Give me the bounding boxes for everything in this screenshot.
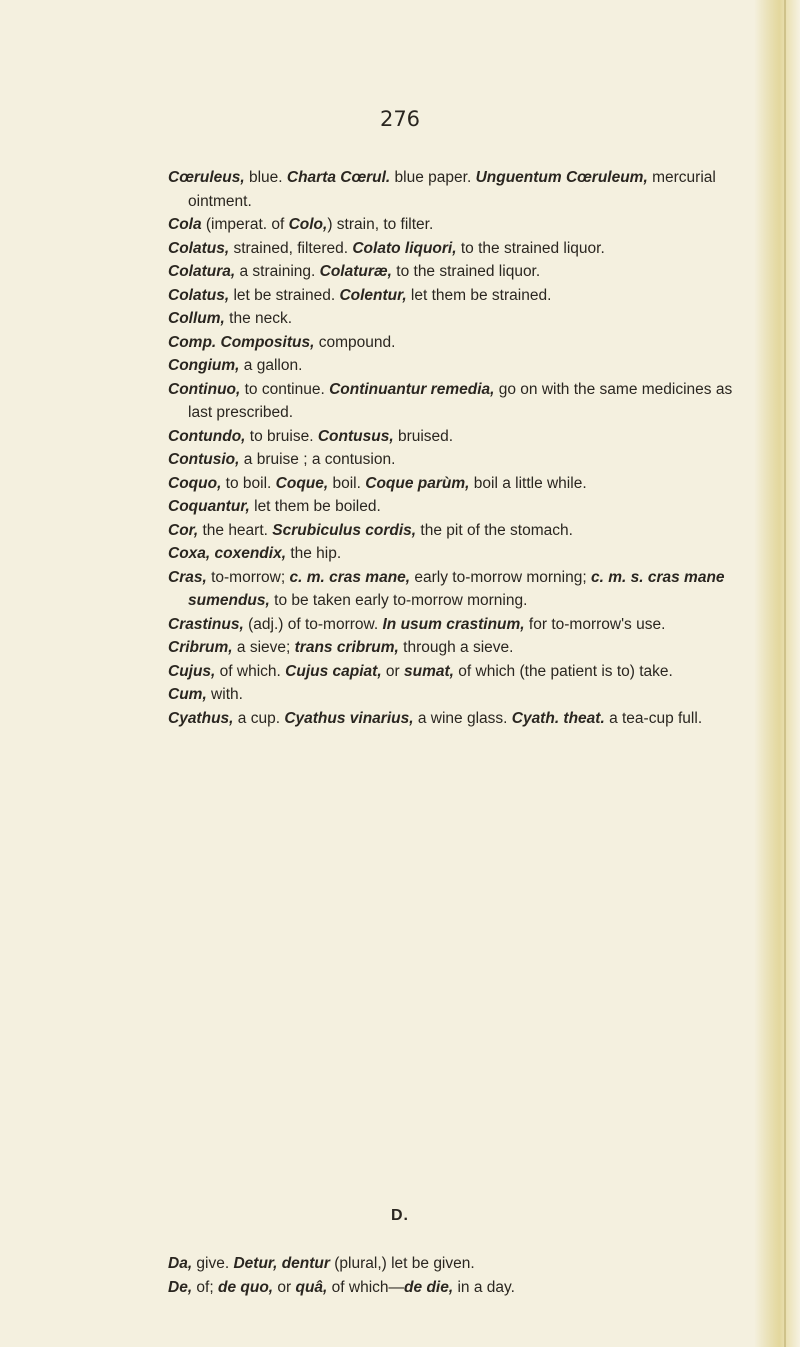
entry-definition: a bruise ; a contusion. <box>239 451 396 468</box>
entry-definition: of which. <box>215 662 286 680</box>
entry-definition: to boil. <box>221 474 276 492</box>
entry-definition: a wine glass. <box>413 709 512 727</box>
entry-term: Congium, <box>168 357 240 374</box>
entry-term: Detur, dentur <box>233 1255 330 1272</box>
entry-definition: the heart. <box>198 521 273 539</box>
entry-term: Charta Cœrul. <box>286 169 391 186</box>
entry-term: Comp. Compositus, <box>168 333 315 351</box>
entry-definition: for to-morrow's use. <box>524 615 666 633</box>
entry-term: de quo, <box>217 1278 274 1296</box>
entry-term: Collum, <box>168 310 225 327</box>
entry-definition: blue paper. <box>390 169 476 186</box>
glossary-entries-c <box>168 166 738 730</box>
glossary-entry <box>168 425 738 449</box>
entry-definition: in a day. <box>453 1278 515 1296</box>
entry-term: Colato liquori, <box>352 239 457 257</box>
glossary-entry <box>168 636 738 660</box>
entry-term: Colaturæ, <box>319 263 392 280</box>
entry-definition: boil. <box>328 474 366 492</box>
entry-definition: of which (the patient is to) take. <box>454 662 673 680</box>
entry-definition: a gallon. <box>239 357 303 374</box>
entry-definition: blue. <box>244 169 287 186</box>
entry-term: Cujus capiat, <box>285 662 382 680</box>
glossary-entry <box>168 472 738 496</box>
entry-term: Colatus, <box>168 239 230 257</box>
entry-term: Coque, <box>275 474 329 492</box>
entry-term: Colatura, <box>168 263 236 280</box>
entry-definition: a straining. <box>235 263 320 280</box>
entry-term: Cujus, <box>168 662 216 680</box>
entry-term: Contusio, <box>168 451 240 468</box>
entry-definition: of; <box>192 1278 218 1296</box>
entry-definition: with. <box>206 686 243 703</box>
entry-term: Coque parùm, <box>365 474 470 492</box>
entry-definition: a tea-cup full. <box>604 709 703 727</box>
entry-definition: to-morrow; <box>206 568 290 586</box>
entry-term: Cœruleus, <box>168 169 245 186</box>
glossary-entry <box>168 237 738 261</box>
page-edge-line <box>784 0 786 1347</box>
entry-definition: the neck. <box>224 310 293 327</box>
entry-definition: let them be strained. <box>406 286 552 304</box>
entry-term: Cyathus vinarius, <box>284 709 414 727</box>
entry-term: Contusus, <box>317 427 394 445</box>
entry-definition: a sieve; <box>232 639 295 656</box>
entry-definition: to bruise. <box>245 427 318 445</box>
glossary-entry <box>168 707 738 731</box>
page-number: 276 <box>379 107 421 131</box>
entry-term: In usum crastinum, <box>382 615 525 633</box>
entry-definition: mercurial ointment. <box>188 169 716 210</box>
entry-term: Cribrum, <box>168 639 233 656</box>
entry-term: Cyath. theat. <box>511 709 605 727</box>
glossary-entry <box>168 166 738 213</box>
glossary-entry <box>168 331 738 355</box>
entry-term: Colatus, <box>168 286 230 304</box>
entry-definition: (adj.) of to-morrow. <box>243 615 383 633</box>
glossary-entry <box>168 213 738 237</box>
entry-definition: of which— <box>327 1278 405 1296</box>
entry-term: sumat, <box>404 662 454 680</box>
entry-term: De, <box>168 1278 193 1296</box>
glossary-entry <box>168 260 738 284</box>
entry-term: Colentur, <box>339 286 407 304</box>
glossary-entry <box>168 284 738 308</box>
entry-term: Crastinus, <box>168 615 244 633</box>
entry-definition: let be strained. <box>229 286 340 304</box>
entry-definition: to be taken early to-morrow morning. <box>269 592 528 609</box>
glossary-entry <box>168 354 738 378</box>
glossary-entry <box>168 495 738 519</box>
entry-definition: strained, filtered. <box>229 239 353 257</box>
entry-term: trans cribrum, <box>294 639 399 656</box>
entry-definition: boil a little while. <box>469 474 587 492</box>
glossary-entry <box>168 660 738 684</box>
entry-definition: to continue. <box>240 380 330 398</box>
entry-definition: early to-morrow morning; <box>410 568 591 586</box>
entry-term: Scrubiculus cordis, <box>272 521 417 539</box>
entry-term: Continuo, <box>168 380 241 398</box>
section-heading-d: D. <box>391 1207 409 1224</box>
entry-term: Cyathus, <box>168 709 234 727</box>
entry-definition: bruised. <box>393 427 454 445</box>
entry-term: Unguentum Cœruleum, <box>475 169 648 186</box>
entry-definition: (imperat. of <box>201 216 289 233</box>
entry-term: Cum, <box>168 686 207 703</box>
entry-definition: the hip. <box>286 545 342 562</box>
entry-definition: ) strain, to filter. <box>327 216 434 233</box>
glossary-entry <box>168 613 738 637</box>
glossary-entry <box>168 566 738 613</box>
entry-term: Da, <box>168 1255 193 1272</box>
entry-term: Contundo, <box>168 427 246 445</box>
glossary-entry <box>168 378 738 425</box>
entry-definition: or <box>273 1278 296 1296</box>
glossary-entries-d <box>168 1252 738 1299</box>
entry-definition: or <box>381 662 405 680</box>
entry-term: Cras, <box>168 568 207 586</box>
glossary-entry <box>168 542 738 566</box>
entry-definition: through a sieve. <box>398 639 514 656</box>
glossary-entry <box>168 683 738 707</box>
entry-term: Coquo, <box>168 474 222 492</box>
entry-term: Colo, <box>288 216 328 233</box>
entry-definition: let them be boiled. <box>249 498 381 515</box>
page-edge-shadow <box>754 0 800 1347</box>
entry-definition: compound. <box>314 333 396 351</box>
entry-term: c. m. s. cras mane sumendus, <box>188 568 725 609</box>
glossary-entry <box>168 519 738 543</box>
glossary-entry <box>168 448 738 472</box>
entry-definition: to the strained liquor. <box>391 263 541 280</box>
entry-term: Continuantur remedia, <box>329 380 495 398</box>
entry-term: de die, <box>404 1278 454 1296</box>
entry-term: quâ, <box>295 1278 328 1296</box>
entry-term: Coquantur, <box>168 498 250 515</box>
entry-term: Cola <box>168 216 202 233</box>
glossary-entry <box>168 1252 738 1276</box>
entry-definition: (plural,) let be given. <box>329 1255 475 1272</box>
entry-definition: the pit of the stomach. <box>416 521 573 539</box>
glossary-entry <box>168 1276 738 1300</box>
entry-term: Cor, <box>168 521 199 539</box>
entry-term: c. m. cras mane, <box>289 568 411 586</box>
entry-term: Coxa, coxendix, <box>168 545 287 562</box>
entry-definition: to the strained liquor. <box>456 239 605 257</box>
glossary-entry <box>168 307 738 331</box>
entry-definition: a cup. <box>233 709 285 727</box>
entry-definition: go on with the same medicines as last prescribed. <box>188 380 733 421</box>
entry-definition: give. <box>192 1255 234 1272</box>
